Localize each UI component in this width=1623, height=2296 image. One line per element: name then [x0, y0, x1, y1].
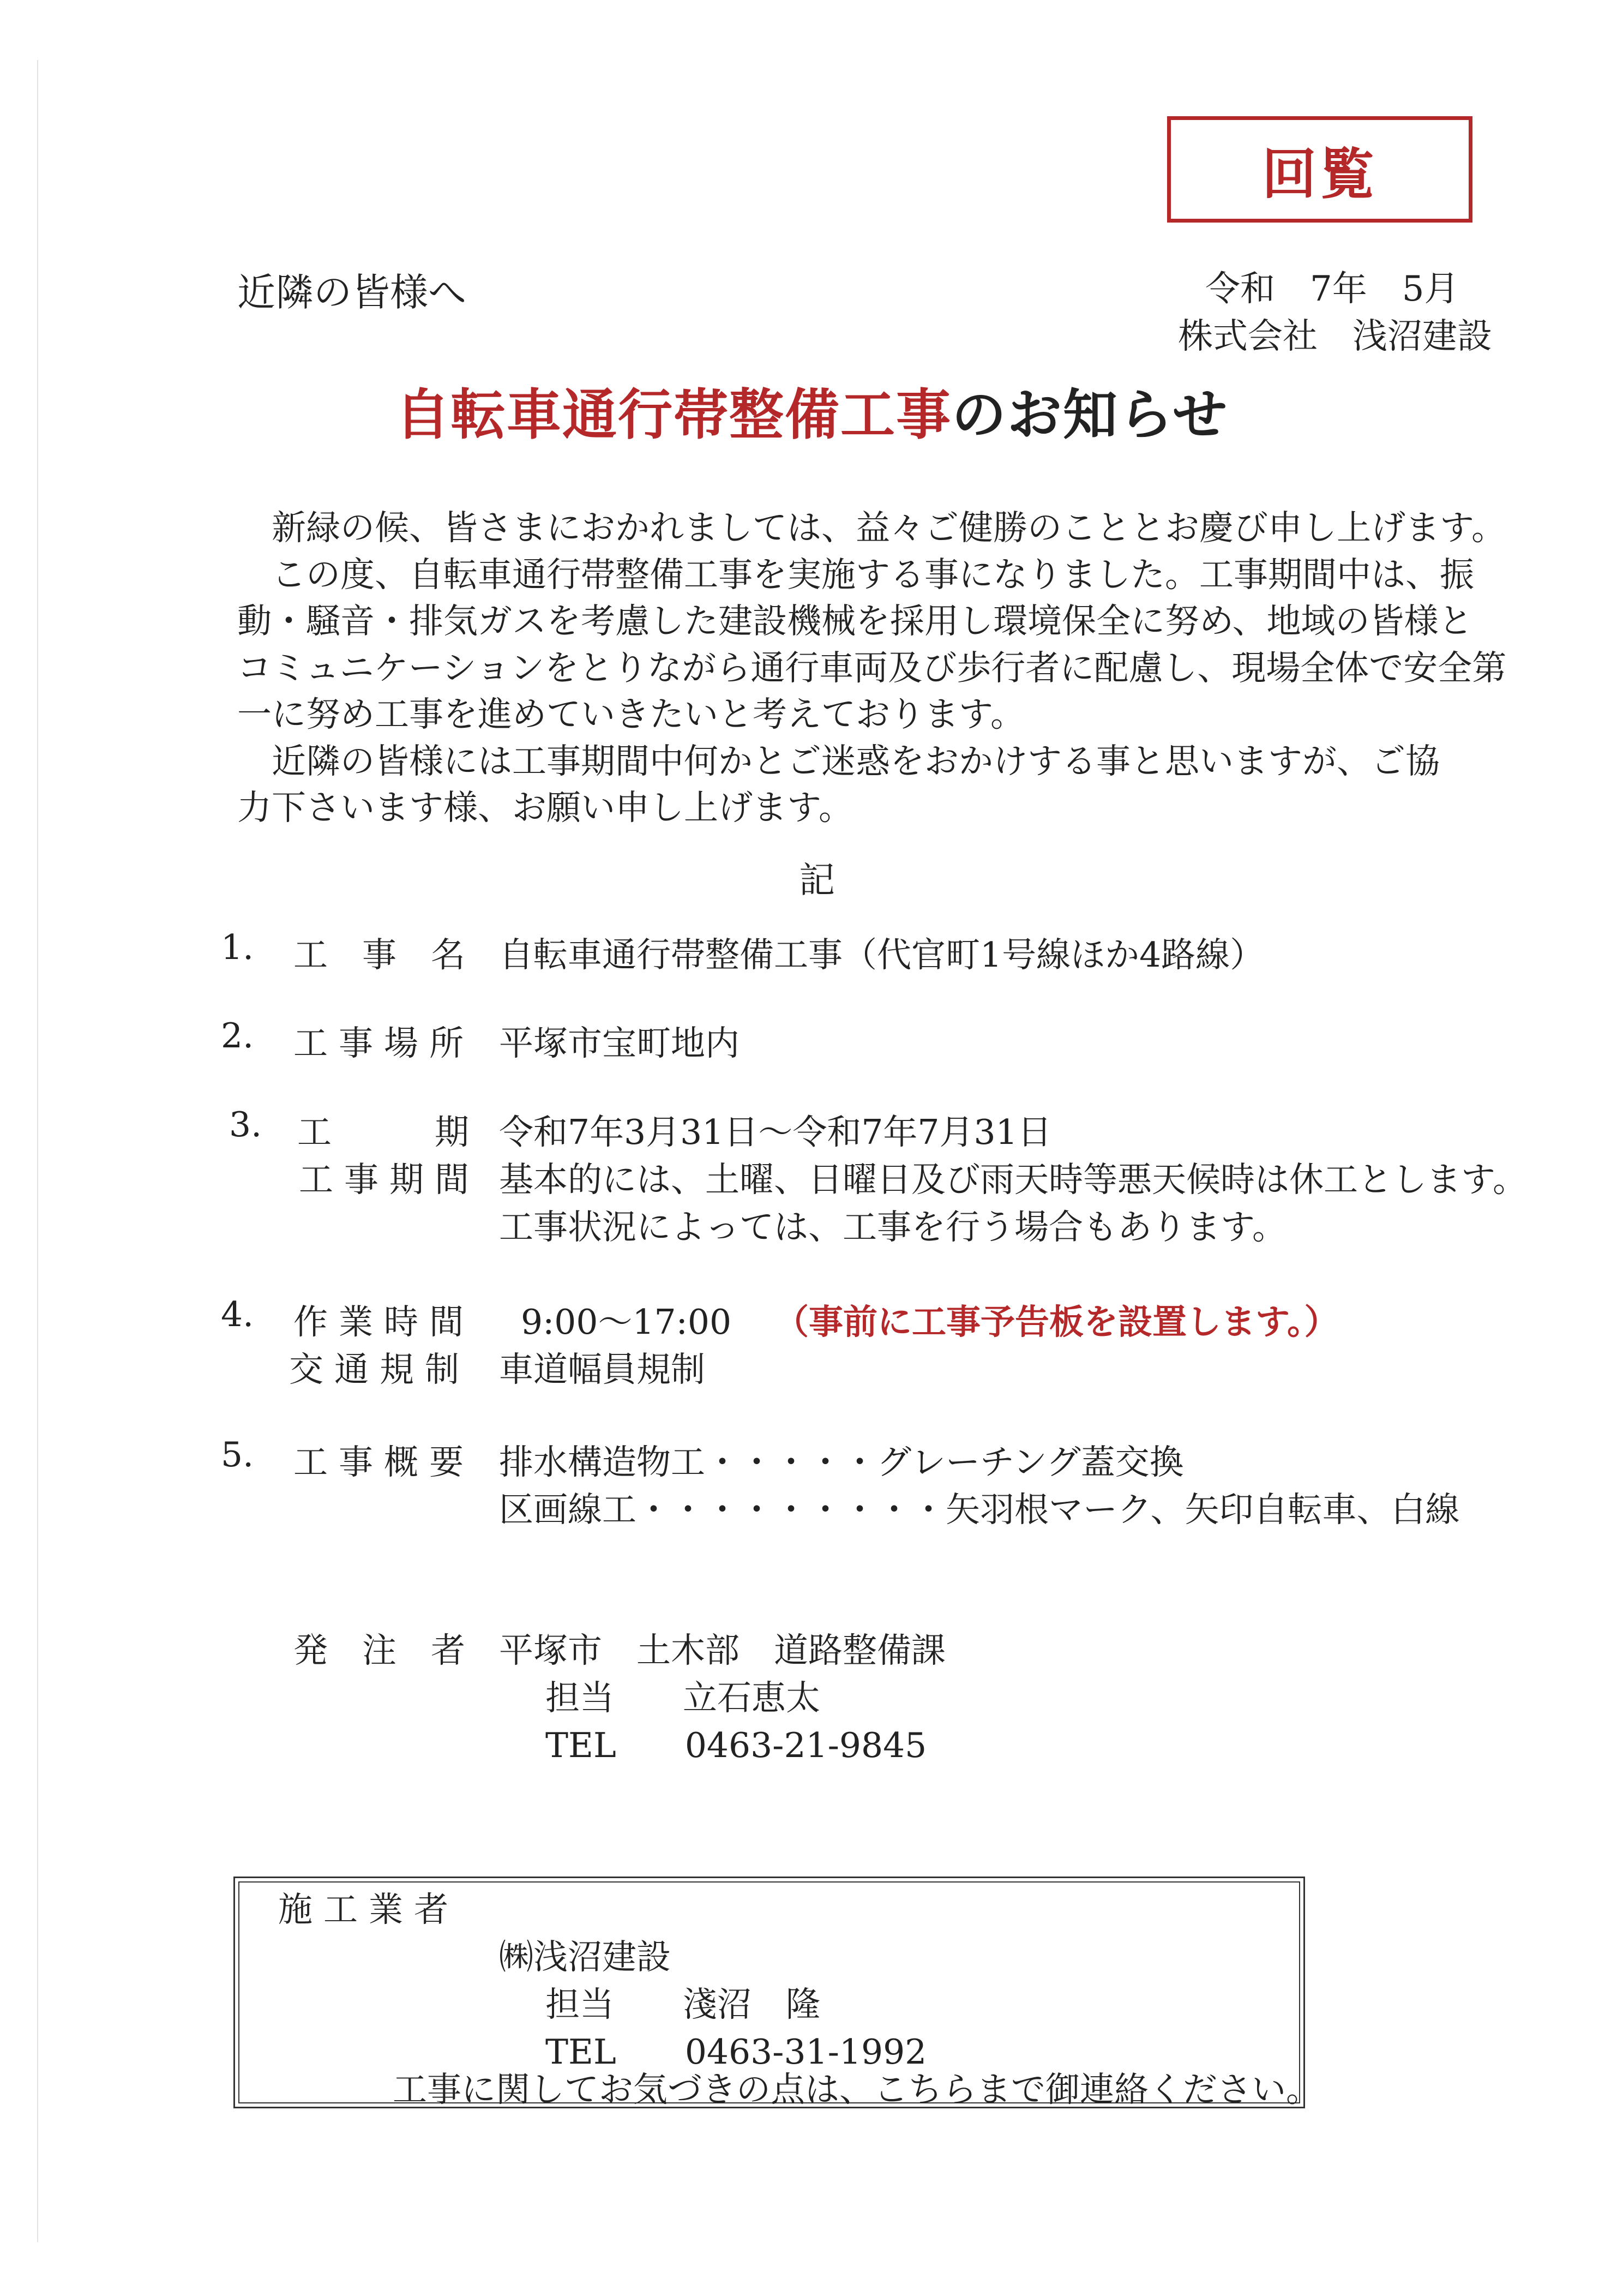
- item-value-work-period-2: 工事状況によっては、工事を行う場合もあります。: [499, 1207, 1287, 1247]
- item-number: 1.: [221, 927, 254, 967]
- item-value-overview-2: 区画線工・・・・・・・・・矢羽根マーク、矢印自転車、白線: [499, 1490, 1460, 1530]
- item-value-work-period-1: 基本的には、土曜、日曜日及び雨天時等悪天候時は休工とします。: [499, 1160, 1527, 1200]
- issuer-company: 株式会社 浅沼建設: [1178, 316, 1492, 357]
- body-line: この度、自転車通行帯整備工事を実施する事になりました。工事期間中は、振: [237, 554, 1474, 595]
- circulation-stamp: 回覧: [1167, 116, 1472, 223]
- contractor-label: 施 工 業 者: [278, 1890, 449, 1929]
- item-number: 5.: [221, 1435, 254, 1474]
- client-person: 担当 立石恵太: [545, 1678, 820, 1718]
- contractor-company: ㈱浅沼建設: [499, 1937, 671, 1977]
- item-value-period: 令和7年3月31日～令和7年7月31日: [499, 1112, 1052, 1152]
- issue-date: 令和 7年 5月: [1205, 269, 1459, 309]
- item-number: 2.: [221, 1016, 254, 1056]
- item-label-period: 工 期: [297, 1112, 469, 1152]
- client-tel: TEL 0463-21-9845: [545, 1725, 927, 1765]
- body-line: 一に努め工事を進めていきたいと考えております。: [237, 694, 1025, 734]
- body-line: 力下さいます様、お願い申し上げます。: [237, 788, 853, 828]
- item-value-overview-1: 排水構造物工・・・・・グレーチング蓋交換: [499, 1442, 1184, 1482]
- item-note-signboard: （事前に工事予告板を設置します。）: [774, 1302, 1339, 1342]
- body-line: 近隣の皆様には工事期間中何かとご迷惑をおかけする事と思いますが、ご協: [237, 741, 1440, 781]
- item-value-location: 平塚市宝町地内: [499, 1023, 740, 1063]
- item-value-project-name: 自転車通行帯整備工事（代官町1号線ほか4路線）: [499, 935, 1265, 975]
- item-label-traffic-control: 交 通 規 制: [289, 1350, 460, 1389]
- item-label-project-name: 工 事 名: [293, 935, 465, 975]
- contractor-contact-note: 工事に関してお気づきの点は、こちらまで御連絡ください。: [393, 2070, 1320, 2109]
- title-construction-name: 自転車通行帯整備工事: [395, 382, 952, 447]
- item-label-overview: 工 事 概 要: [293, 1442, 464, 1482]
- client-label: 発 注 者: [293, 1630, 465, 1670]
- item-label-work-hours: 作 業 時 間: [293, 1302, 464, 1342]
- notice-title: [395, 371, 1228, 449]
- ki-heading: 記: [799, 859, 835, 901]
- margin-line: [37, 60, 38, 2242]
- item-value-work-hours: 9:00～17:00: [521, 1302, 732, 1342]
- body-line: コミュニケーションをとりながら通行車両及び歩行者に配慮し、現場全体で安全第: [237, 648, 1507, 688]
- item-number: 3.: [229, 1105, 262, 1144]
- item-label-work-period: 工 事 期 間: [299, 1160, 470, 1200]
- item-label-location: 工 事 場 所: [293, 1023, 464, 1063]
- greeting-body: [237, 505, 1507, 831]
- item-value-traffic-control: 車道幅員規制: [499, 1350, 705, 1389]
- title-suffix: のお知らせ: [952, 382, 1228, 447]
- contractor-tel: TEL 0463-31-1992: [545, 2032, 927, 2072]
- body-line: 新緑の候、皆さまにおかれましては、益々ご健勝のこととお慶び申し上げます。: [237, 508, 1506, 548]
- body-line: 動・騒音・排気ガスを考慮した建設機械を採用し環境保全に努め、地域の皆様と: [237, 601, 1473, 641]
- client-organization: 平塚市 土木部 道路整備課: [499, 1630, 946, 1670]
- recipient: 近隣の皆様へ: [237, 270, 466, 315]
- item-number: 4.: [221, 1294, 254, 1334]
- contractor-person: 担当 淺沼 隆: [545, 1985, 820, 2024]
